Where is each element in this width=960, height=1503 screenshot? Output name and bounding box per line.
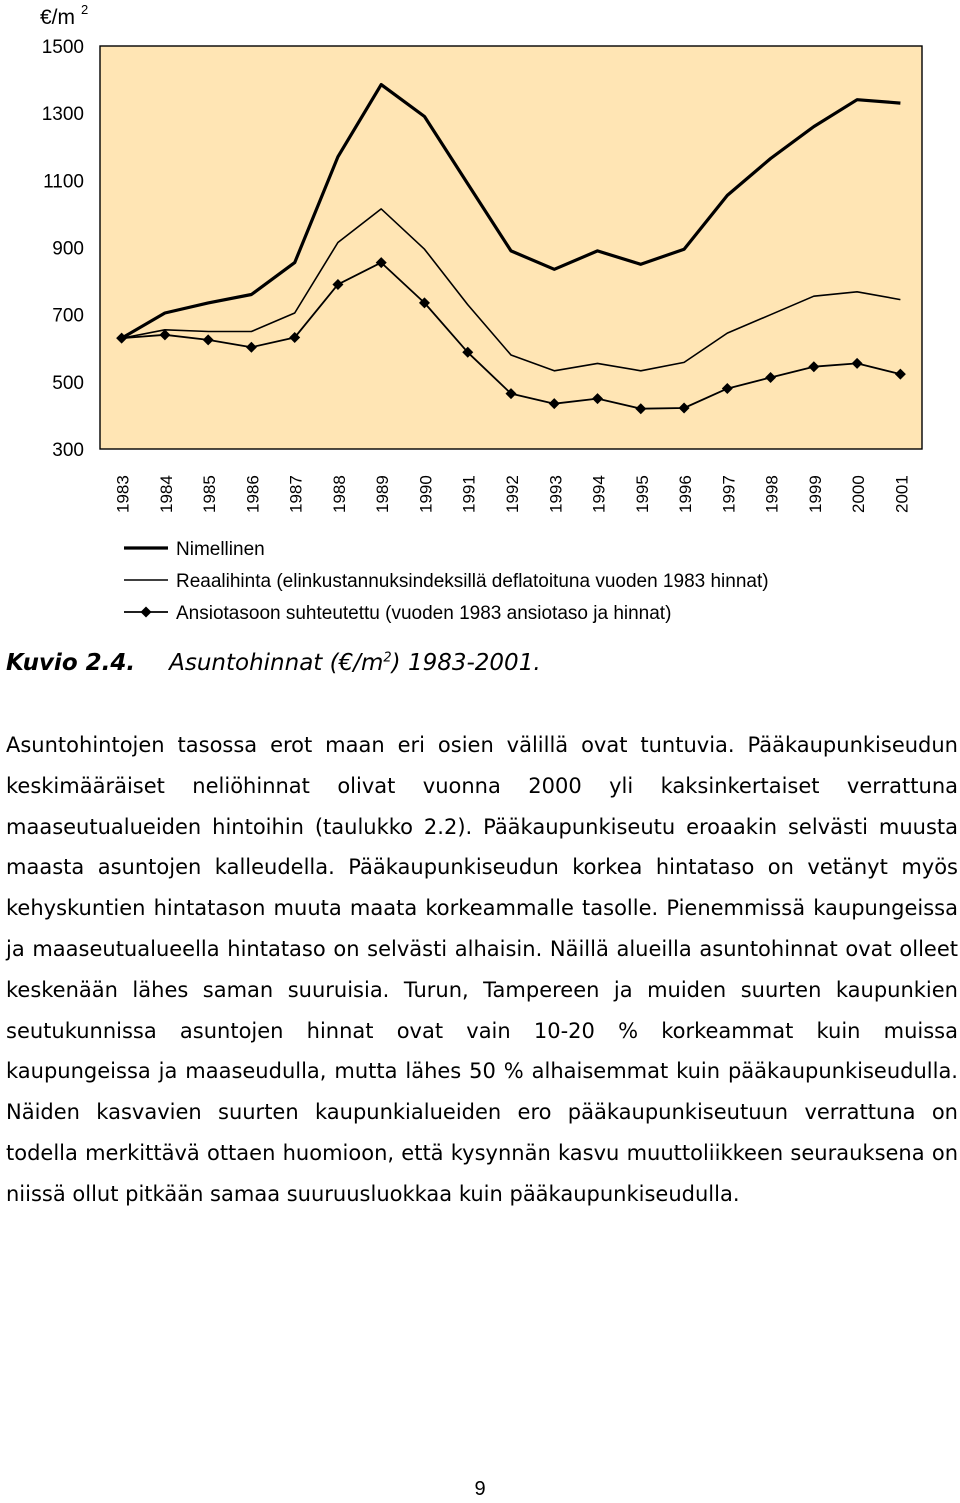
y-tick-label: 700 [52,305,84,327]
x-tick-label: 1988 [329,475,349,513]
y-tick-label: 300 [52,440,84,461]
legend-label: Nimellinen [176,539,265,560]
y-axis-label-sup: 2 [81,2,89,17]
x-tick-label: 1995 [632,475,652,513]
line-chart [0,0,960,640]
x-tick-label: 1992 [503,475,522,513]
x-tick-label: 1997 [719,475,739,513]
x-tick-label: 1998 [762,475,782,513]
x-tick-label: 1989 [373,475,393,513]
x-tick-label: 2000 [849,475,869,513]
x-tick-label: 1983 [113,475,133,513]
legend-marker [141,607,152,618]
y-tick-label: 1100 [43,171,84,193]
x-tick-label: 1990 [416,475,436,513]
legend-label: Ansiotasoon suhteutettu (vuoden 1983 ansiotaso ja hinnat) [176,603,672,624]
x-tick-label: 1993 [546,475,566,513]
y-tick-label: 1300 [41,104,84,126]
x-tick-label: 1984 [156,475,176,513]
legend-label: Reaalihinta (elinkustannuksindeksillä deflatoituna vuoden 1983 hinnat) [176,571,769,592]
x-tick-label: 1991 [459,475,479,513]
figure-title-unit: €/m [338,650,384,676]
x-tick-label: 1994 [589,475,609,513]
y-tick-label: 500 [52,372,84,394]
figure-caption [6,650,541,676]
x-tick-label: 1987 [286,475,306,513]
figure-number: Kuvio 2.4. [6,650,136,676]
figure-title-suffix: ) 1983-2001. [391,650,541,676]
figure-title-sup: 2 [383,650,392,666]
body-paragraph: Asuntohintojen tasossa erot maan eri osien välillä ovat tuntuvia. Pääkaupunkiseudun keskimääräiset neliöhinnat olivat vuonna 2000 yli kaksinkertaiset verrattuna maaseutualueiden hintoihin (taulukko 2.2). Pääkaupunkiseutu eroaakin selvästi muusta maasta asuntojen kalleudella. Pääkaupunkiseudun korkea hintataso on vetänyt myös kehyskuntien hintatason muuta maata korkeammalle tasolle. Pienemmissä kaupungeissa ja maaseutualueella hintataso on selvästi alhaisin. Näillä alueilla asuntohinnat ovat olleet keskenään lähes saman suuruisia. Turun, Tampereen ja muiden suurten kaupunkien seutukunnissa asuntojen hinnat ovat vain 10-20 % korkeammat kuin muissa kaupungeissa ja maaseudulla, mutta lähes 50 % alhaisemmat kuin pääkaupunkiseudulla. Näiden kasvavien suurten kaupunkialueiden ero pääkaupunkiseutuun verrattuna on todella merkittävä ottaen huomioon, että kysynnän kasvu muuttoliikkeen seurauksena on niissä ollut pitkään samaa suuruusluokkaa kuin pääkaupunkiseudulla. [6,733,958,1206]
figure-title [169,650,541,676]
y-axis-label: €/m [40,6,76,29]
x-tick-label: 1986 [243,475,263,513]
figure-title-prefix: Asuntohinnat ( [169,650,339,676]
x-tick-label: 2001 [892,475,912,513]
x-tick-label: 1996 [676,475,696,513]
y-tick-label: 900 [52,238,84,260]
page-number: 9 [474,1478,486,1500]
x-tick-label: 1999 [805,475,825,513]
y-tick-label: 1500 [41,37,84,58]
x-tick-label: 1985 [200,475,220,513]
chart [0,0,960,640]
